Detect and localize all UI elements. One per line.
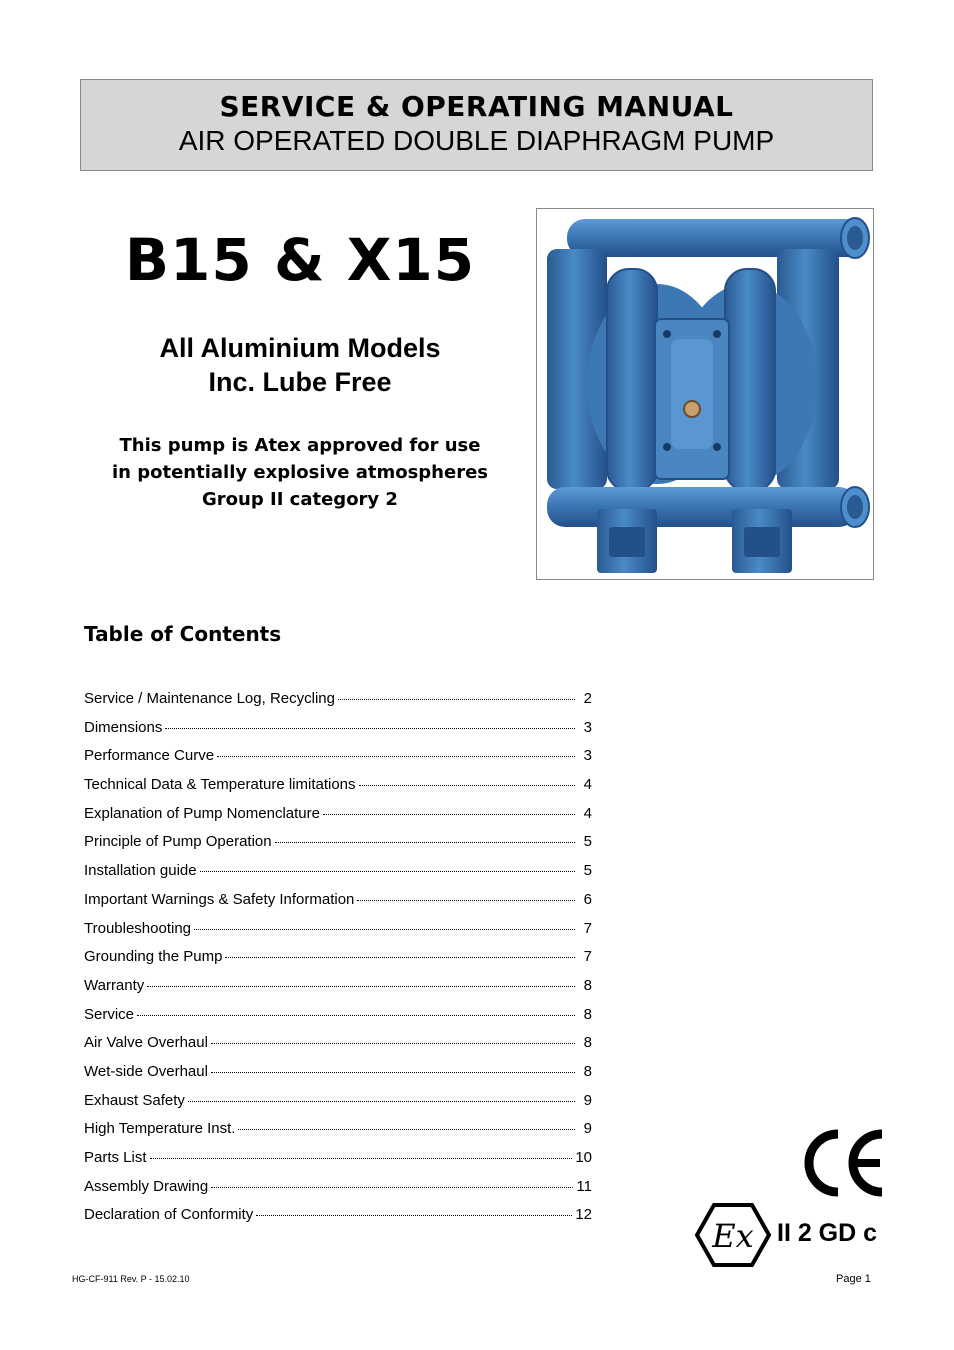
pump-illustration xyxy=(537,209,873,579)
pump-photo xyxy=(536,208,874,580)
toc-entry-label: Explanation of Pump Nomenclature xyxy=(84,804,320,822)
toc-entry-label: Wet-side Overhaul xyxy=(84,1062,208,1080)
toc-leader-dots xyxy=(238,1129,575,1130)
toc-entry[interactable] xyxy=(84,1092,592,1121)
toc-entry-page: 10 xyxy=(575,1149,592,1166)
toc-entry-page: 12 xyxy=(575,1206,592,1224)
model-title: B15 & X15 xyxy=(124,226,476,294)
ex-symbol-text: Ex xyxy=(712,1217,754,1255)
toc-entry[interactable] xyxy=(84,1178,592,1207)
table-of-contents xyxy=(84,690,592,1235)
toc-entry-page: 7 xyxy=(583,919,592,937)
toc-entry-label: Air Valve Overhaul xyxy=(84,1034,208,1052)
atex-line-2: in potentially explosive atmospheres xyxy=(111,462,488,483)
toc-entry-page: 8 xyxy=(583,1005,592,1023)
manual-subtitle: AIR OPERATED DOUBLE DIAPHRAGM PUMP xyxy=(178,125,775,156)
ce-mark-icon xyxy=(800,1128,886,1198)
manual-title: SERVICE & OPERATING MANUAL xyxy=(219,90,734,123)
toc-entry-label: Parts List xyxy=(84,1149,147,1166)
toc-entry[interactable] xyxy=(84,891,592,920)
toc-entry-label: Dimensions xyxy=(84,718,163,736)
toc-leader-dots xyxy=(338,699,575,700)
toc-leader-dots xyxy=(323,814,575,815)
toc-leader-dots xyxy=(137,1015,575,1016)
toc-entry-page: 9 xyxy=(583,1120,592,1138)
toc-entry-page: 8 xyxy=(583,976,592,994)
toc-entry[interactable] xyxy=(84,833,592,862)
toc-entry-page: 11 xyxy=(576,1177,592,1195)
toc-entry-page: 3 xyxy=(583,718,592,736)
toc-leader-dots xyxy=(217,756,575,757)
toc-leader-dots xyxy=(188,1101,575,1102)
toc-entry-label: Service / Maintenance Log, Recycling xyxy=(84,690,335,707)
toc-entry-label: Service xyxy=(84,1005,135,1023)
toc-leader-dots xyxy=(359,785,575,786)
document-reference: HG-CF-911 Rev. P - 15.02.10 xyxy=(72,1274,190,1284)
toc-leader-dots xyxy=(200,871,575,872)
toc-leader-dots xyxy=(194,929,575,930)
toc-entry[interactable] xyxy=(84,1006,592,1035)
toc-leader-dots xyxy=(147,986,575,987)
toc-entry[interactable] xyxy=(84,1149,592,1178)
toc-entry-page: 5 xyxy=(583,833,592,851)
toc-entry[interactable] xyxy=(84,1063,592,1092)
toc-entry-label: Grounding the Pump xyxy=(84,948,223,966)
toc-leader-dots xyxy=(225,957,575,958)
toc-entry[interactable] xyxy=(84,747,592,776)
toc-entry-page: 5 xyxy=(583,862,592,880)
toc-leader-dots xyxy=(150,1158,573,1159)
toc-entry[interactable] xyxy=(84,1120,592,1149)
toc-entry[interactable] xyxy=(84,948,592,977)
toc-leader-dots xyxy=(256,1215,572,1216)
toc-entry-page: 4 xyxy=(583,804,592,822)
toc-entry-label: Principle of Pump Operation xyxy=(84,833,272,851)
toc-entry[interactable] xyxy=(84,1206,592,1235)
toc-entry[interactable] xyxy=(84,690,592,719)
toc-entry-label: High Temperature Inst. xyxy=(84,1120,236,1138)
toc-entry-label: Exhaust Safety xyxy=(84,1091,185,1109)
toc-entry-label: Performance Curve xyxy=(84,747,215,765)
toc-entry-page: 6 xyxy=(583,890,592,908)
page-number: Page 1 xyxy=(836,1273,871,1285)
toc-entry-label: Warranty xyxy=(84,976,145,994)
toc-entry-page: 2 xyxy=(583,690,592,707)
toc-entry-label: Declaration of Conformity xyxy=(84,1206,254,1224)
atex-line-1: This pump is Atex approved for use xyxy=(119,435,481,456)
manual-header-box xyxy=(80,79,873,171)
toc-entry[interactable] xyxy=(84,719,592,748)
toc-leader-dots xyxy=(211,1187,573,1188)
toc-entry-page: 7 xyxy=(583,948,592,966)
model-subtitle xyxy=(80,331,520,399)
atex-ex-hexagon-icon xyxy=(694,1202,772,1268)
toc-leader-dots xyxy=(165,728,575,729)
toc-entry[interactable] xyxy=(84,805,592,834)
toc-entry[interactable] xyxy=(84,1034,592,1063)
toc-entry-label: Important Warnings & Safety Information xyxy=(84,890,355,908)
toc-entry[interactable] xyxy=(84,862,592,891)
atex-marking-code: II 2 GD c xyxy=(777,1219,878,1247)
toc-leader-dots xyxy=(275,842,575,843)
toc-entry-page: 3 xyxy=(583,747,592,765)
toc-entry-label: Assembly Drawing xyxy=(84,1177,209,1195)
toc-leader-dots xyxy=(211,1072,575,1073)
toc-entry-page: 4 xyxy=(583,776,592,794)
model-line-1: All Aluminium Models xyxy=(159,333,441,363)
toc-entry-label: Technical Data & Temperature limitations xyxy=(84,776,356,794)
toc-leader-dots xyxy=(211,1043,575,1044)
toc-entry[interactable] xyxy=(84,977,592,1006)
toc-entry-label: Troubleshooting xyxy=(84,919,192,937)
atex-line-3: Group II category 2 xyxy=(202,489,398,510)
toc-entry-page: 9 xyxy=(583,1091,592,1109)
toc-entry[interactable] xyxy=(84,776,592,805)
toc-entry-page: 8 xyxy=(583,1034,592,1052)
toc-entry-page: 8 xyxy=(583,1062,592,1080)
toc-leader-dots xyxy=(357,900,575,901)
model-line-2: Inc. Lube Free xyxy=(208,367,392,397)
toc-heading: Table of Contents xyxy=(84,622,282,646)
atex-statement xyxy=(80,432,520,513)
toc-entry-label: Installation guide xyxy=(84,862,197,880)
toc-entry[interactable] xyxy=(84,920,592,949)
